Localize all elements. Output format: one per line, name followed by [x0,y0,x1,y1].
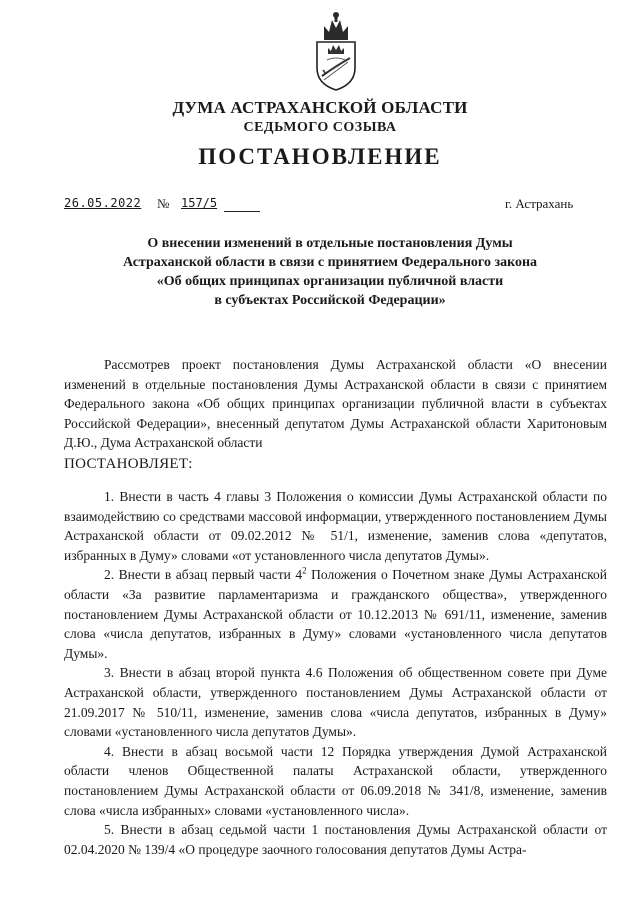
item-2-superscript: 2 [302,565,307,576]
subject-line: О внесении изменений в отдельные постановления Думы [147,236,513,251]
document-date: 26.05.2022 [64,196,142,210]
coat-of-arms-icon [313,10,359,92]
item-3: 3. Внести в абзац второй пункта 4.6 Положения об общественном совете при Думе Астраханской области, утвержденного постановлением Думы Астраханской области от 21.09.2017 № 510/11, изменение, заменив слова «числа депутатов, избранных в Думу» словами «установленного числа депутатов Думы». [64,665,607,740]
document-type-title: ПОСТАНОВЛЕНИЕ [198,144,442,169]
preamble-text: Рассмотрев проект постановления Думы Астраханской области «О внесении изменений в отдельные постановления Думы Астраханской области в связи с принятием Федерального закона «Об общих принципах организации публичной власти в субъектах Российской Федерации», внесенный депутатом Думы Астраханской области Харитоновым Д.Ю., Дума Астраханской области [64,357,607,451]
subject-line: «Об общих принципах организации публичной власти [156,274,504,289]
resolves-heading: ПОСТАНОВЛЯЕТ: [64,456,193,472]
item-2 [64,565,607,663]
document-city: г. Астрахань [505,196,574,211]
item-2-text-b: Положения о Почетном знаке Думы Астраханской области «За развитие парламентаризма и гражданского общества», утвержденного постановлением Думы Астраханской области от 10.12.2013 № 691/11, изменение, заменив слова «числа депутатов, избранных в Думу» словами «установленного числа депутатов Думы». [64,567,607,661]
organization-name: ДУМА АСТРАХАНСКОЙ ОБЛАСТИ [172,98,468,117]
preamble [64,355,607,453]
item-1: 1. Внести в часть 4 главы 3 Положения о комиссии Думы Астраханской области по взаимодействию со средствами массовой информации, утвержденного постановлением Думы Астраханской области от 09.02.2012 № 51/1, изменение, заменив слова «депутатов, избранных в Думу» словами «от установленного числа депутатов Думы». [64,489,607,563]
item-4: 4. Внести в абзац восьмой части 12 Порядка утверждения Думой Астраханской области членов Общественной палаты Астраханской области, утвержденного постановлением Думы Астраханской области от 06.09.2018 № 341/8, изменение, заменив слова «числа избранных» словами «установленного числа». [64,743,607,818]
number-sign: № [157,196,170,211]
subject-line: в субъектах Российской Федерации» [214,293,446,308]
item-2-text-a: 2. Внести в абзац первый части 4 [104,567,303,583]
document-subject [100,234,560,310]
document-number: 157/5 [181,196,218,210]
convocation: СЕДЬМОГО СОЗЫВА [243,120,397,135]
subject-line: Астраханской области в связи с принятием Федерального закона [122,255,538,270]
item-5: 5. Внести в абзац седьмой части 1 постановления Думы Астраханской области от 02.04.2020 № 139/4 «О процедуре заочного голосования депутатов Думы Астра- [64,822,607,857]
resolution-items [64,487,607,859]
number-underline [224,211,260,212]
